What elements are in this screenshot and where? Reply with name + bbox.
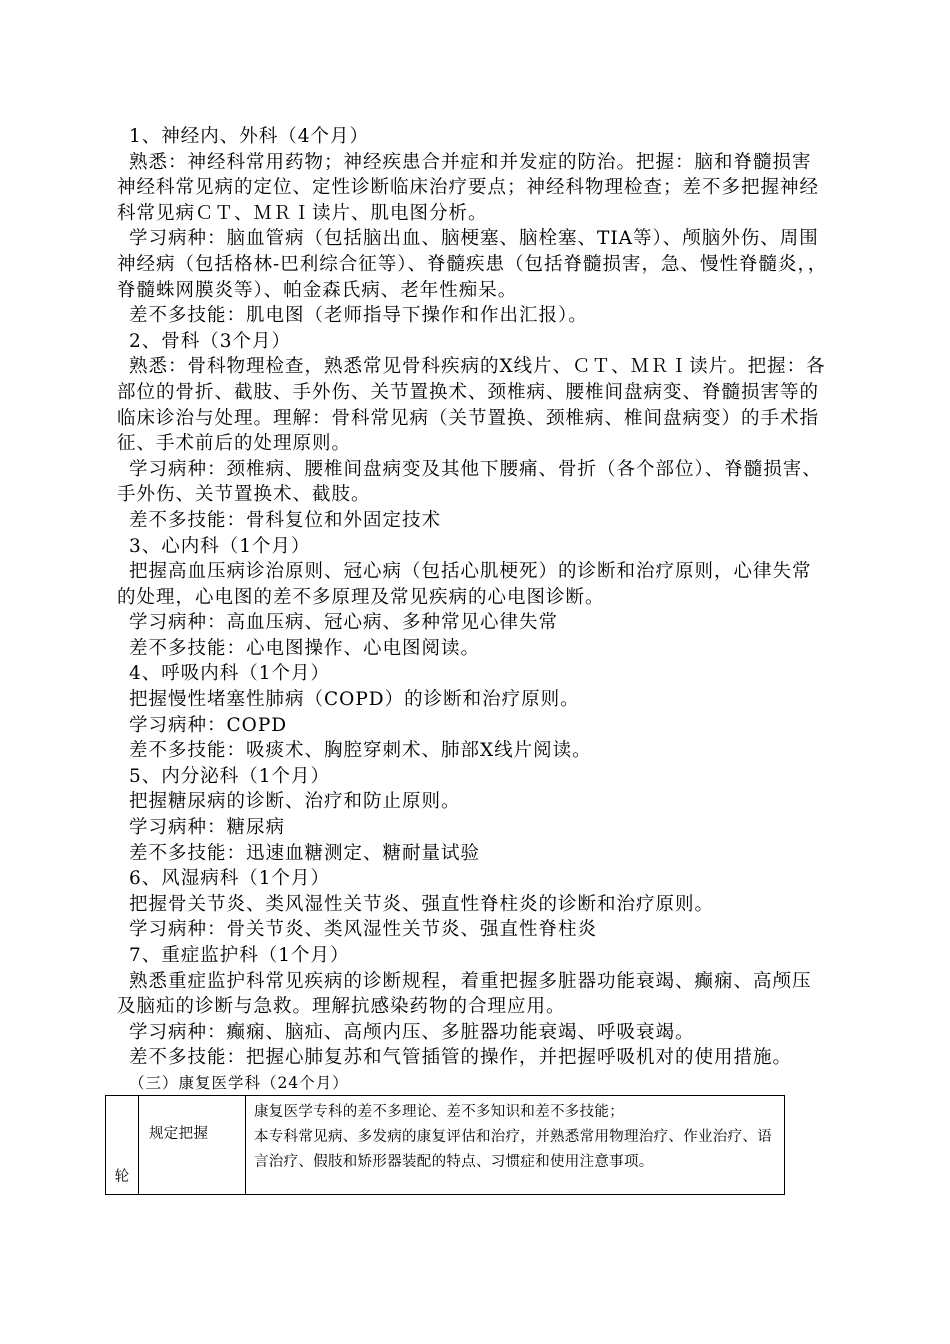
paragraph-cardiology-skills: 差不多技能：心电图操作、心电图阅读。 xyxy=(129,637,481,659)
section-heading-rheumatology: 6、风湿病科（1个月） xyxy=(129,868,331,890)
section-heading-icu: 7、重症监护科（1个月） xyxy=(129,945,350,966)
table-cell-rotation: 轮 xyxy=(106,1096,139,1195)
table-cell-requirement-content xyxy=(246,1096,785,1195)
paragraph-cardiology-requirements: 把握高血压病诊治原则、冠心病（包括心肌梗死）的诊断和治疗原则，心律失常的处理，心电图的差不多原理及常见疾病的心电图诊断。 xyxy=(117,561,812,608)
paragraph-icu-diseases: 学习病种：癫痫、脑疝、高颅内压、多脏器功能衰竭、呼吸衰竭。 xyxy=(129,1021,695,1043)
paragraph-respiratory-requirements: 把握慢性堵塞性肺病（COPD）的诊断和治疗原则。 xyxy=(129,689,580,711)
paragraph-endocrinology-diseases: 学习病种：糖尿病 xyxy=(129,817,286,839)
section-heading-orthopedics: 2、骨科（3个月） xyxy=(129,330,292,352)
paragraph-orthopedics-diseases: 学习病种：颈椎病、腰椎间盘病变及其他下腰痛、骨折（各个部位）、脊髓损害、手外伤、关节置换术、截肢。 xyxy=(117,458,822,506)
paragraph-respiratory-diseases: 学习病种：COPD xyxy=(129,714,288,736)
section-heading-rehabilitation: （三）康复医学科（24个月） xyxy=(129,1073,349,1092)
paragraph-neurology-skills: 差不多技能：肌电图（老师指导下操作和作出汇报）。 xyxy=(129,305,588,327)
paragraph-endocrinology-skills: 差不多技能：迅速血糖测定、糖耐量试验 xyxy=(129,842,481,864)
section-heading-neurology: 1、神经内、外科（4个月） xyxy=(129,126,370,147)
paragraph-respiratory-skills: 差不多技能：吸痰术、胸腔穿刺术、肺部X线片阅读。 xyxy=(129,740,592,762)
paragraph-neurology-requirements: 熟悉：神经科常用药物；神经疾患合并症和并发症的防治。把握：脑和脊髓损害神经科常见病的定位、定性诊断临床治疗要点；神经科物理检查；差不多把握神经科常见病ＣＴ、ＭＲＩ读片、肌电图分析。 xyxy=(117,151,820,224)
document-body xyxy=(117,124,829,1093)
paragraph-neurology-diseases: 学习病种：脑血管病（包括脑出血、脑梗塞、脑栓塞、TIA等）、颅脑外伤、周围神经病（包括格林-巴利综合征等）、脊髓疾患（包括脊髓损害，急、慢性脊髓炎，，脊髓蛛网膜炎等）、帕金森氏病、老年性痴呆。 xyxy=(117,228,828,301)
paragraph-endocrinology-requirements: 把握糖尿病的诊断、治疗和防止原则。 xyxy=(129,791,461,813)
paragraph-orthopedics-requirements: 熟悉：骨科物理检查，熟悉常见骨科疾病的X线片、ＣＴ、ＭＲＩ读片。把握：各部位的骨折、截肢、手外伤、关节置换术、颈椎病、腰椎间盘病变、脊髓损害等的临床诊治与处理。理解：骨科常见病（关节置换、颈椎病、椎间盘病变）的手术指征、手术前后的处理原则。 xyxy=(117,356,826,455)
paragraph-orthopedics-skills: 差不多技能：骨科复位和外固定技术 xyxy=(129,509,442,531)
section-heading-endocrinology: 5、内分泌科（1个月） xyxy=(129,765,331,787)
section-heading-respiratory: 4、呼吸内科（1个月） xyxy=(129,663,331,685)
paragraph-rheumatology-requirements: 把握骨关节炎、类风湿性关节炎、强直性脊柱炎的诊断和治疗原则。 xyxy=(129,893,715,915)
paragraph-rheumatology-diseases: 学习病种：骨关节炎、类风湿性关节炎、强直性脊柱炎 xyxy=(129,919,598,941)
paragraph-icu-requirements: 熟悉重症监护科常见疾病的诊断规程，着重把握多脏器功能衰竭、癫痫、高颅压及脑疝的诊断与急救。理解抗感染药物的合理应用。 xyxy=(117,970,812,1018)
requirement-line-1: 康复医学专科的差不多理论、差不多知识和差不多技能； xyxy=(254,1104,624,1120)
section-heading-cardiology: 3、心内科（1个月） xyxy=(129,535,311,557)
paragraph-cardiology-diseases: 学习病种：高血压病、冠心病、多种常见心律失常 xyxy=(129,612,559,634)
rehabilitation-table xyxy=(105,1095,785,1195)
requirement-line-2: 本专科常见病、多发病的康复评估和治疗，并熟悉常用物理治疗、作业治疗、语言治疗、假肢和矫形器装配的特点、习惯症和使用注意事项。 xyxy=(254,1129,772,1170)
table-cell-requirement-label: 规定把握 xyxy=(139,1096,246,1195)
paragraph-icu-skills: 差不多技能：把握心肺复苏和气管插管的操作，并把握呼吸机对的使用措施。 xyxy=(129,1047,793,1069)
table-row xyxy=(106,1096,785,1195)
